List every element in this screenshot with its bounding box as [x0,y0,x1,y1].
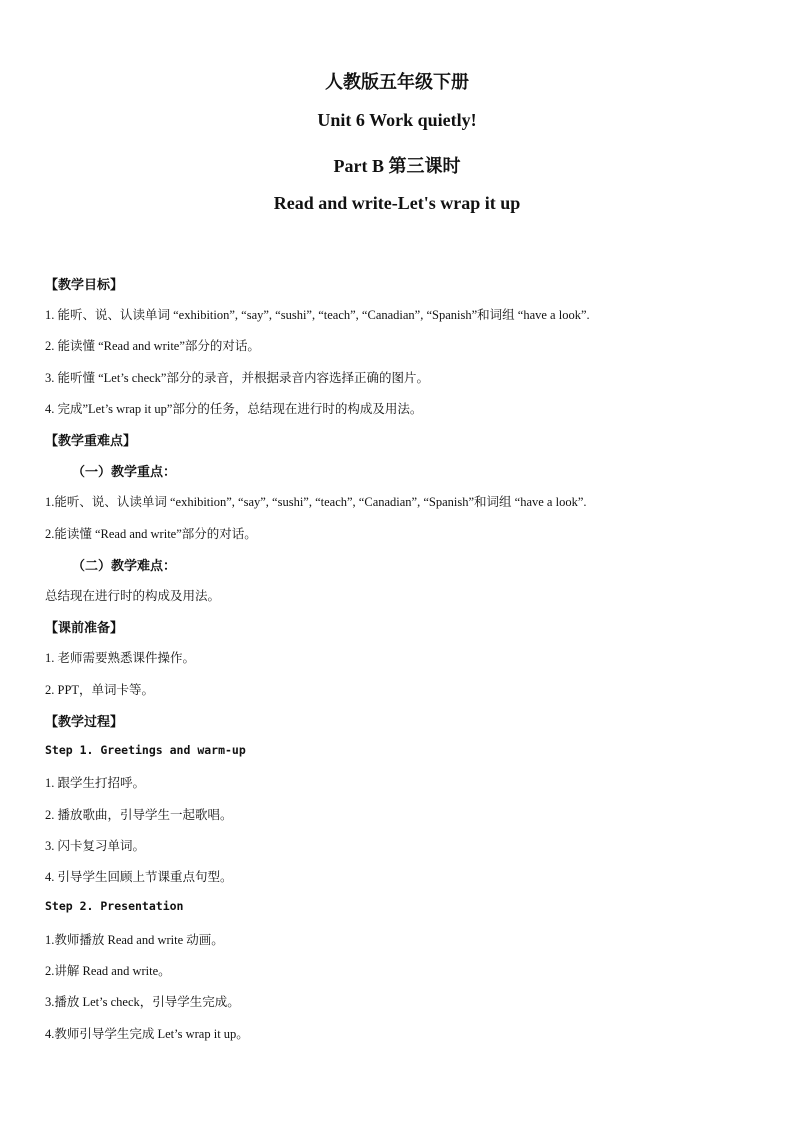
difficulty-subheading: （二）教学难点： [72,558,177,573]
objective-item: 1. 能听、说、认读单词 “exhibition”, “say”, “sushi”, “teach”, “Canadian”, “Spanish”和词组 “have a look”. [45,308,590,322]
step2-item: 2.讲解 Read and write。 [45,964,171,978]
part-title: Part B 第三课时 [333,156,461,176]
objective-item: 2. 能读懂 “Read and write”部分的对话。 [45,339,260,353]
lesson-title: Read and write-Let's wrap it up [273,193,521,213]
step1-item: 1. 跟学生打招呼。 [45,776,146,790]
step1-item: 2. 播放歌曲，引导学生一起歌唱。 [45,808,233,822]
step1-item: 4. 引导学生回顾上节课重点句型。 [45,870,233,884]
document-title: 人教版五年级下册 [325,72,469,92]
difficulty-item: 总结现在进行时的构成及用法。 [45,589,221,603]
step2-item: 1.教师播放 Read and write 动画。 [45,933,224,947]
key-point-item: 2.能读懂 “Read and write”部分的对话。 [45,527,257,541]
preparation-item: 2. PPT，单词卡等。 [45,683,155,697]
key-points-heading: 【教学重难点】 [45,433,137,448]
unit-title: Unit 6 Work quietly! [317,110,477,130]
preparation-item: 1. 老师需要熟悉课件操作。 [45,651,196,665]
step2-heading: Step 2. Presentation [45,899,184,913]
objective-item: 4. 完成”Let’s wrap it up”部分的任务，总结现在进行时的构成及用法。 [45,402,423,416]
objective-item: 3. 能听懂 “Let’s check”部分的录音，并根据录音内容选择正确的图片。 [45,371,429,385]
process-heading: 【教学过程】 [45,714,124,729]
step1-item: 3. 闪卡复习单词。 [45,839,146,853]
step1-heading: Step 1. Greetings and warm-up [45,743,246,757]
preparation-heading: 【课前准备】 [45,620,124,635]
step2-item: 3.播放 Let’s check，引导学生完成。 [45,995,240,1009]
key-points-subheading: （一）教学重点： [72,464,177,479]
key-point-item: 1.能听、说、认读单词 “exhibition”, “say”, “sushi”, “teach”, “Canadian”, “Spanish”和词组 “have a look”. [45,495,587,509]
step2-item: 4.教师引导学生完成 Let’s wrap it up。 [45,1027,249,1041]
objectives-heading: 【教学目标】 [45,277,124,292]
